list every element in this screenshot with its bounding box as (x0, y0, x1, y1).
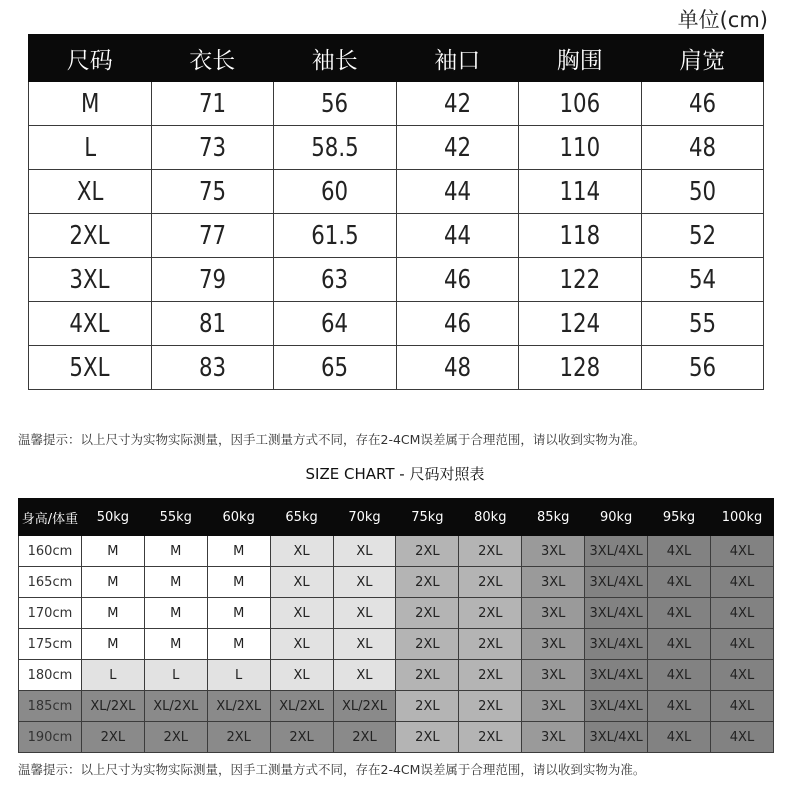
grid-weight-header: 50kg (81, 499, 144, 536)
header-sleeve: 袖长 (274, 35, 397, 82)
measurement-value-cell (641, 170, 764, 214)
measurement-value-cell (396, 346, 519, 390)
measurement-value-cell (396, 82, 519, 126)
cell-text: 52 (688, 220, 716, 251)
size-recommendation-cell: XL/2XL (270, 691, 333, 722)
size-recommendation-cell: 4XL (648, 660, 711, 691)
cell-text: 61.5 (311, 220, 359, 251)
size-recommendation-cell: M (81, 567, 144, 598)
size-recommendation-cell: L (144, 660, 207, 691)
size-recommendation-cell: XL (333, 536, 396, 567)
size-recommendation-cell: L (81, 660, 144, 691)
cell-text: 75 (198, 176, 226, 207)
cell-text: 56 (688, 352, 716, 383)
cell-text: XL (76, 176, 103, 207)
measurement-value-cell (151, 214, 274, 258)
measurement-header-row (29, 35, 764, 82)
cell-text: 63 (321, 264, 349, 295)
measurement-size-cell (29, 126, 152, 170)
grid-corner-header: 身高/体重 (19, 499, 82, 536)
cell-text: 2XL (69, 220, 110, 251)
size-recommendation-cell: M (81, 629, 144, 660)
grid-weight-header: 55kg (144, 499, 207, 536)
size-recommendation-cell: 4XL (710, 722, 773, 753)
cell-text: 79 (198, 264, 226, 295)
grid-weight-header: 70kg (333, 499, 396, 536)
measurement-value-cell (641, 126, 764, 170)
grid-weight-header: 60kg (207, 499, 270, 536)
size-recommendation-cell: 2XL (459, 629, 522, 660)
height-label-cell: 180cm (19, 660, 82, 691)
size-chart-row (19, 598, 774, 629)
measurement-size-cell (29, 214, 152, 258)
grid-weight-header: 90kg (585, 499, 648, 536)
grid-weight-header: 75kg (396, 499, 459, 536)
size-recommendation-cell: 2XL (396, 598, 459, 629)
size-recommendation-cell: 2XL (459, 598, 522, 629)
size-chart-row (19, 660, 774, 691)
header-chest: 胸围 (519, 35, 642, 82)
measurement-value-cell (274, 126, 397, 170)
cell-text: 77 (198, 220, 226, 251)
size-recommendation-cell: 2XL (396, 536, 459, 567)
cell-text: 3XL (69, 264, 110, 295)
measurement-value-cell (519, 214, 642, 258)
measurement-value-cell (641, 302, 764, 346)
height-label-cell: 160cm (19, 536, 82, 567)
cell-text: 81 (198, 308, 226, 339)
measurement-row (29, 82, 764, 126)
size-recommendation-cell: 3XL/4XL (585, 567, 648, 598)
size-recommendation-cell: L (207, 660, 270, 691)
header-size: 尺码 (29, 35, 152, 82)
cell-text: 106 (559, 88, 601, 119)
measurement-value-cell (641, 82, 764, 126)
measurement-row (29, 346, 764, 390)
measurement-row (29, 302, 764, 346)
measurement-row (29, 126, 764, 170)
measurement-value-cell (396, 258, 519, 302)
size-recommendation-cell: 3XL (522, 598, 585, 629)
cell-text: 128 (559, 352, 601, 383)
size-recommendation-cell: 2XL (459, 567, 522, 598)
size-recommendation-cell: 4XL (648, 691, 711, 722)
cell-text: L (83, 132, 96, 163)
size-chart-row (19, 629, 774, 660)
size-recommendation-cell: 4XL (710, 629, 773, 660)
size-recommendation-cell: 2XL (459, 536, 522, 567)
cell-text: 110 (559, 132, 601, 163)
cell-text: 73 (198, 132, 226, 163)
size-recommendation-cell: M (207, 598, 270, 629)
size-recommendation-cell: XL (333, 567, 396, 598)
size-recommendation-cell: 2XL (270, 722, 333, 753)
cell-text: 54 (688, 264, 716, 295)
measurement-value-cell (274, 258, 397, 302)
measurement-value-cell (151, 346, 274, 390)
measurement-value-cell (396, 214, 519, 258)
size-recommendation-cell: XL (333, 598, 396, 629)
size-recommendation-cell: 3XL (522, 660, 585, 691)
cell-text: 56 (321, 88, 349, 119)
size-recommendation-cell: M (144, 567, 207, 598)
size-recommendation-cell: M (144, 536, 207, 567)
size-recommendation-cell: 3XL (522, 691, 585, 722)
size-chart-row (19, 536, 774, 567)
height-label-cell: 190cm (19, 722, 82, 753)
tip-note-bottom: 温馨提示：以上尺寸为实物实际测量，因手工测量方式不同，存在2-4CM误差属于合理范围，请以收到实物为准。 (18, 762, 646, 777)
size-recommendation-cell: 2XL (396, 567, 459, 598)
measurement-value-cell (274, 302, 397, 346)
cell-text: 4XL (69, 308, 110, 339)
size-recommendation-cell: 2XL (396, 722, 459, 753)
grid-weight-header: 100kg (710, 499, 773, 536)
measurement-value-cell (274, 214, 397, 258)
size-recommendation-cell: 3XL/4XL (585, 691, 648, 722)
size-recommendation-cell: 4XL (648, 598, 711, 629)
cell-text: 118 (559, 220, 601, 251)
measurement-row (29, 214, 764, 258)
header-length: 衣长 (151, 35, 274, 82)
size-recommendation-cell: M (144, 629, 207, 660)
cell-text: 48 (688, 132, 716, 163)
measurement-value-cell (641, 214, 764, 258)
size-recommendation-cell: 4XL (648, 629, 711, 660)
measurement-size-cell (29, 346, 152, 390)
cell-text: 71 (198, 88, 226, 119)
measurement-size-cell (29, 170, 152, 214)
measurement-value-cell (396, 170, 519, 214)
measurement-size-cell (29, 258, 152, 302)
size-recommendation-cell: 4XL (710, 567, 773, 598)
cell-text: 5XL (69, 352, 110, 383)
size-recommendation-cell: 3XL/4XL (585, 660, 648, 691)
size-recommendation-cell: 3XL (522, 722, 585, 753)
measurement-value-cell (519, 170, 642, 214)
grid-weight-header: 85kg (522, 499, 585, 536)
size-chart-row (19, 691, 774, 722)
cell-text: 65 (321, 352, 349, 383)
size-recommendation-cell: M (81, 598, 144, 629)
size-recommendation-cell: M (81, 536, 144, 567)
cell-text: 46 (688, 88, 716, 119)
cell-text: 42 (443, 132, 471, 163)
size-recommendation-cell: 4XL (648, 536, 711, 567)
height-label-cell: 170cm (19, 598, 82, 629)
size-recommendation-cell: 2XL (144, 722, 207, 753)
measurement-size-cell (29, 302, 152, 346)
size-recommendation-cell: M (144, 598, 207, 629)
size-recommendation-cell: 2XL (459, 660, 522, 691)
size-recommendation-cell: 2XL (396, 629, 459, 660)
cell-text: 42 (443, 88, 471, 119)
measurement-value-cell (151, 302, 274, 346)
tip-note-top: 温馨提示：以上尺寸为实物实际测量，因手工测量方式不同，存在2-4CM误差属于合理范围，请以收到实物为准。 (18, 432, 646, 447)
size-recommendation-cell: XL/2XL (144, 691, 207, 722)
size-recommendation-cell: XL (333, 629, 396, 660)
measurement-value-cell (641, 258, 764, 302)
measurement-value-cell (274, 82, 397, 126)
size-recommendation-cell: 3XL/4XL (585, 598, 648, 629)
measurement-value-cell (519, 82, 642, 126)
cell-text: 60 (321, 176, 349, 207)
size-recommendation-cell: 3XL (522, 629, 585, 660)
cell-text: 50 (688, 176, 716, 207)
size-recommendation-cell: 2XL (459, 722, 522, 753)
height-label-cell: 185cm (19, 691, 82, 722)
size-recommendation-cell: 3XL (522, 567, 585, 598)
measurement-value-cell (641, 346, 764, 390)
size-recommendation-cell: 2XL (459, 691, 522, 722)
measurement-value-cell (519, 126, 642, 170)
size-recommendation-cell: 4XL (648, 722, 711, 753)
cell-text: 44 (443, 176, 471, 207)
size-recommendation-cell: 2XL (81, 722, 144, 753)
cell-text: 58.5 (311, 132, 359, 163)
size-recommendation-cell: M (207, 629, 270, 660)
size-chart-row (19, 722, 774, 753)
size-chart-header-row (19, 499, 774, 536)
size-recommendation-cell: XL (270, 536, 333, 567)
cell-text: 48 (443, 352, 471, 383)
size-recommendation-cell: 2XL (333, 722, 396, 753)
size-recommendation-cell: XL (270, 598, 333, 629)
size-recommendation-cell: 4XL (648, 567, 711, 598)
cell-text: 124 (559, 308, 601, 339)
size-recommendation-cell: XL (270, 660, 333, 691)
measurement-value-cell (519, 302, 642, 346)
size-recommendation-cell: 3XL (522, 536, 585, 567)
measurement-value-cell (519, 258, 642, 302)
size-recommendation-cell: 3XL/4XL (585, 536, 648, 567)
size-recommendation-cell: 3XL/4XL (585, 722, 648, 753)
size-recommendation-cell: M (207, 536, 270, 567)
measurement-value-cell (396, 126, 519, 170)
size-recommendation-cell: XL (270, 567, 333, 598)
measurement-table (28, 34, 764, 390)
measurement-value-cell (151, 258, 274, 302)
header-shoulder: 肩宽 (641, 35, 764, 82)
cell-text: 64 (321, 308, 349, 339)
measurement-value-cell (396, 302, 519, 346)
measurement-value-cell (274, 170, 397, 214)
grid-weight-header: 95kg (648, 499, 711, 536)
size-recommendation-cell: M (207, 567, 270, 598)
cell-text: 114 (559, 176, 601, 207)
size-recommendation-cell: 2XL (396, 691, 459, 722)
cell-text: 83 (198, 352, 226, 383)
size-chart-title: SIZE CHART - 尺码对照表 (305, 465, 485, 483)
size-recommendation-cell: 4XL (710, 660, 773, 691)
cell-text: 55 (688, 308, 716, 339)
cell-text: 44 (443, 220, 471, 251)
size-chart-row (19, 567, 774, 598)
grid-weight-header: 80kg (459, 499, 522, 536)
measurement-value-cell (151, 82, 274, 126)
header-cuff: 袖口 (396, 35, 519, 82)
measurement-size-cell (29, 82, 152, 126)
size-recommendation-cell: 2XL (207, 722, 270, 753)
measurement-row (29, 258, 764, 302)
measurement-row (29, 170, 764, 214)
size-recommendation-cell: 4XL (710, 691, 773, 722)
size-chart-table (18, 498, 774, 753)
size-recommendation-cell: 3XL/4XL (585, 629, 648, 660)
measurement-value-cell (519, 346, 642, 390)
size-recommendation-cell: 4XL (710, 536, 773, 567)
cell-text: 122 (559, 264, 601, 295)
size-recommendation-cell: XL (270, 629, 333, 660)
size-recommendation-cell: XL/2XL (333, 691, 396, 722)
size-recommendation-cell: XL (333, 660, 396, 691)
measurement-value-cell (151, 170, 274, 214)
cell-text: M (80, 88, 99, 119)
grid-weight-header: 65kg (270, 499, 333, 536)
height-label-cell: 165cm (19, 567, 82, 598)
cell-text: 46 (443, 264, 471, 295)
measurement-value-cell (274, 346, 397, 390)
unit-label: 单位(cm) (677, 8, 768, 32)
size-recommendation-cell: 2XL (396, 660, 459, 691)
height-label-cell: 175cm (19, 629, 82, 660)
size-recommendation-cell: XL/2XL (207, 691, 270, 722)
size-recommendation-cell: XL/2XL (81, 691, 144, 722)
cell-text: 46 (443, 308, 471, 339)
size-recommendation-cell: 4XL (710, 598, 773, 629)
measurement-value-cell (151, 126, 274, 170)
